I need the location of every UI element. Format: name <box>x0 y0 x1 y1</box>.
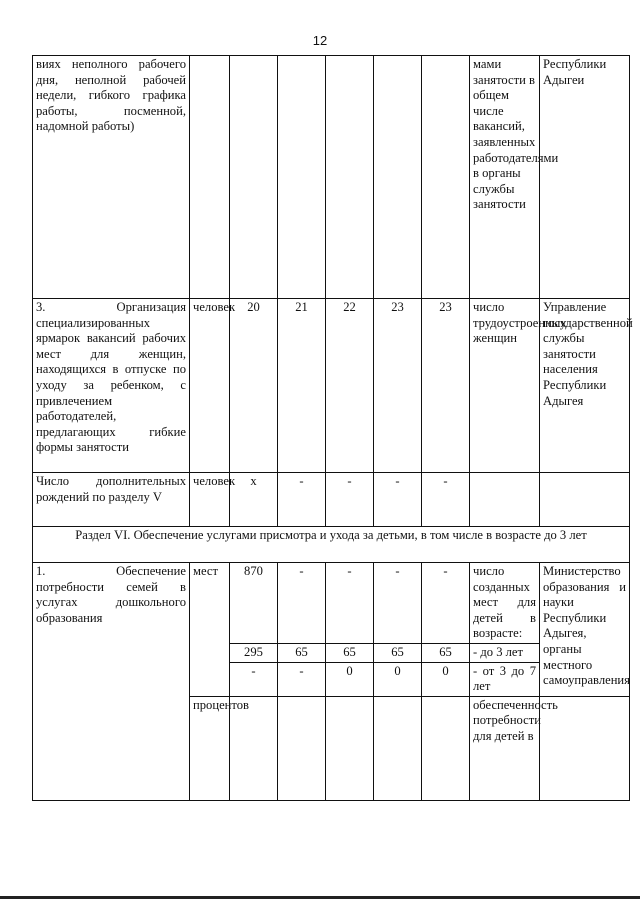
executor-cell: Республики Адыгеи <box>540 56 630 299</box>
value-cell: 65 <box>374 644 422 663</box>
value-cell: - <box>422 473 470 527</box>
value-cell: - <box>326 563 374 644</box>
section-title: Раздел VI. Обеспечение услугами присмотра и ухода за детьми, в том числе в возрасте до 3 лет <box>33 527 630 563</box>
executor-cell: Управление государственной службы занятости населения Республики Адыгея <box>540 299 630 473</box>
indicator-cell: обеспеченность потребности для детей в <box>470 696 540 800</box>
value-cell: - <box>278 662 326 696</box>
value-cell: 0 <box>326 662 374 696</box>
value-cell: - <box>230 662 278 696</box>
value-cell: 0 <box>374 662 422 696</box>
value-cell: 295 <box>230 644 278 663</box>
value-cell <box>374 696 422 800</box>
value-cell: 870 <box>230 563 278 644</box>
value-cell: 65 <box>278 644 326 663</box>
value-cell: 20 <box>230 299 278 473</box>
value-cell: 22 <box>326 299 374 473</box>
value-cell <box>422 696 470 800</box>
unit-cell: человек <box>190 473 230 527</box>
unit-cell: мест <box>190 563 230 697</box>
value-cell: 65 <box>422 644 470 663</box>
value-cell: x <box>230 473 278 527</box>
value-cell: - <box>374 473 422 527</box>
value-cell <box>422 56 470 299</box>
table-row-6-1 <box>33 563 630 644</box>
indicator-cell: - от 3 до 7 лет <box>470 662 540 696</box>
unit-cell: процентов <box>190 696 230 800</box>
value-cell: 21 <box>278 299 326 473</box>
page-bottom-edge <box>0 896 640 899</box>
table-row-continuation <box>33 56 630 299</box>
value-cell: 23 <box>422 299 470 473</box>
value-cell: 0 <box>422 662 470 696</box>
indicator-cell: мами занятости в общем числе вакансий, заявленных работодателями в органы службы занятости <box>470 56 540 299</box>
section-header-row <box>33 527 630 563</box>
unit-cell <box>190 56 230 299</box>
value-cell <box>278 696 326 800</box>
value-cell <box>326 696 374 800</box>
indicator-cell: число трудоустроенных женщин <box>470 299 540 473</box>
value-cell: - <box>278 473 326 527</box>
value-cell <box>278 56 326 299</box>
program-table <box>32 55 633 801</box>
executor-cell <box>540 473 630 527</box>
action-cell: 3. Организация специализированных ярмарок вакансий рабочих мест для женщин, находящихся в отпуске по уходу за ребенком, с привлечением работодателей, предлагающих гибкие формы занятости <box>33 299 190 473</box>
value-cell <box>374 56 422 299</box>
page-number: 12 <box>312 33 328 48</box>
table-row-item-3 <box>33 299 630 473</box>
value-cell: - <box>422 563 470 644</box>
indicator-cell: число созданных мест для детей в возрасте: <box>470 563 540 644</box>
indicator-cell: - до 3 лет <box>470 644 540 663</box>
value-cell: 23 <box>374 299 422 473</box>
indicator-cell <box>470 473 540 527</box>
table-row-births <box>33 473 630 527</box>
value-cell <box>230 56 278 299</box>
value-cell: - <box>374 563 422 644</box>
unit-cell: человек <box>190 299 230 473</box>
value-cell: - <box>326 473 374 527</box>
value-cell: 65 <box>326 644 374 663</box>
action-cell: 1. Обеспечение потребности семей в услугах дошкольного образования <box>33 563 190 801</box>
value-cell <box>326 56 374 299</box>
action-cell: Число дополнительных рождений по разделу V <box>33 473 190 527</box>
executor-cell: Министерство образования и науки Республики Адыгея, органы местного самоуправления <box>540 563 630 697</box>
value-cell: - <box>278 563 326 644</box>
action-cell: виях неполного рабочего дня, неполной рабочей недели, гибкого графика работы, посменной, надомной работы) <box>33 56 190 299</box>
